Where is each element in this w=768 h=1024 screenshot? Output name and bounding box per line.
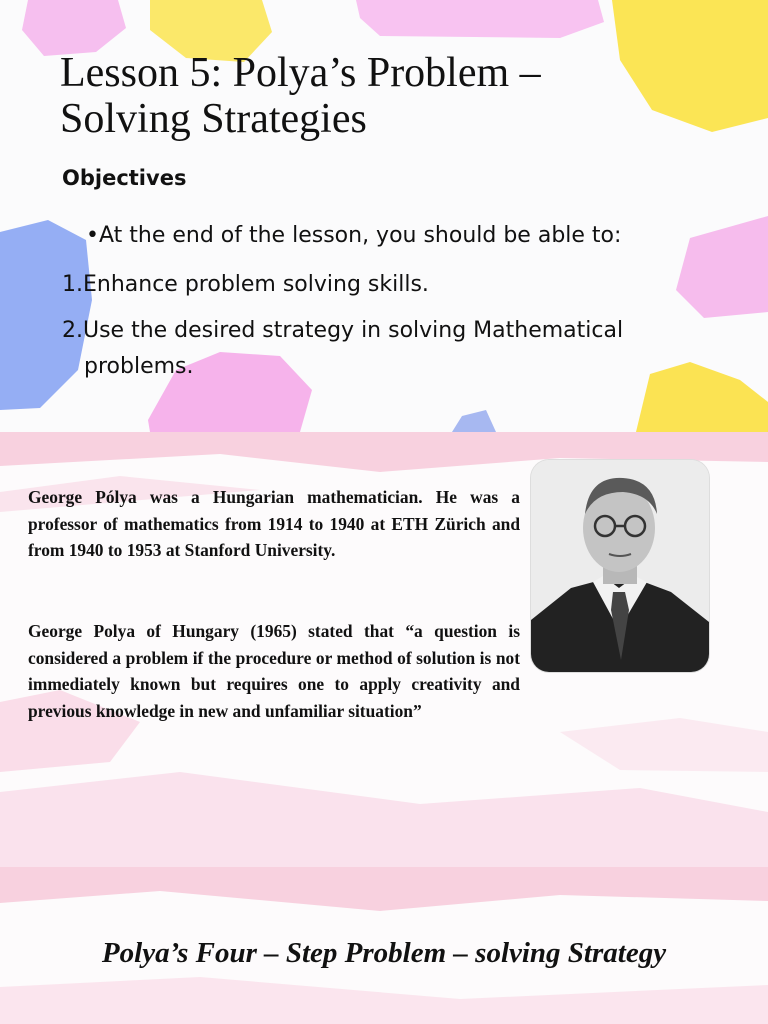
polya-portrait-photo: [531, 460, 709, 672]
slide-objectives: [0, 0, 768, 432]
bio-line-3: at ETH Zürich and from 1940 to 1953 at Stanford: [28, 513, 520, 560]
objective-item-1: 1.Enhance problem solving skills.: [62, 272, 429, 297]
bio-line-2: was a professor of mathematics from 1914 to 1940: [28, 487, 520, 534]
objective-item-2-continued: problems.: [84, 354, 194, 379]
quote-line-1: George Polya of Hungary (1965) stated that “a: [28, 621, 423, 641]
quote-line-5: knowledge in new and unfamiliar situation”: [95, 700, 422, 721]
bio-line-1: George Pólya was a Hungarian mathematician. He: [28, 487, 457, 507]
bio-line-4: University.: [254, 540, 336, 560]
slide-george-polya: [0, 432, 768, 867]
lesson-title: [60, 50, 740, 142]
title-line-2: Solving Strategies: [60, 96, 367, 142]
polya-quote-paragraph: [28, 618, 520, 724]
quote-line-3: or method of solution is not immediately known: [28, 647, 520, 694]
quote-line-2: question is considered a problem if the procedure: [28, 621, 520, 668]
portrait-illustration: [531, 460, 709, 672]
four-step-strategy-title: Polya’s Four – Step Problem – solving Strategy: [101, 937, 667, 969]
polya-bio-paragraph: [28, 484, 520, 564]
objectives-bullet: •At the end of the lesson, you should be able to:: [86, 223, 622, 248]
title-line-1: Lesson 5: Polya’s Problem –: [60, 50, 541, 96]
objective-item-2: 2.Use the desired strategy in solving Mathematical: [62, 318, 624, 343]
objectives-heading: Objectives: [62, 166, 187, 190]
quote-line-4: but requires one to apply creativity and previous: [28, 674, 520, 721]
slide-four-step-strategy: [0, 867, 768, 1024]
